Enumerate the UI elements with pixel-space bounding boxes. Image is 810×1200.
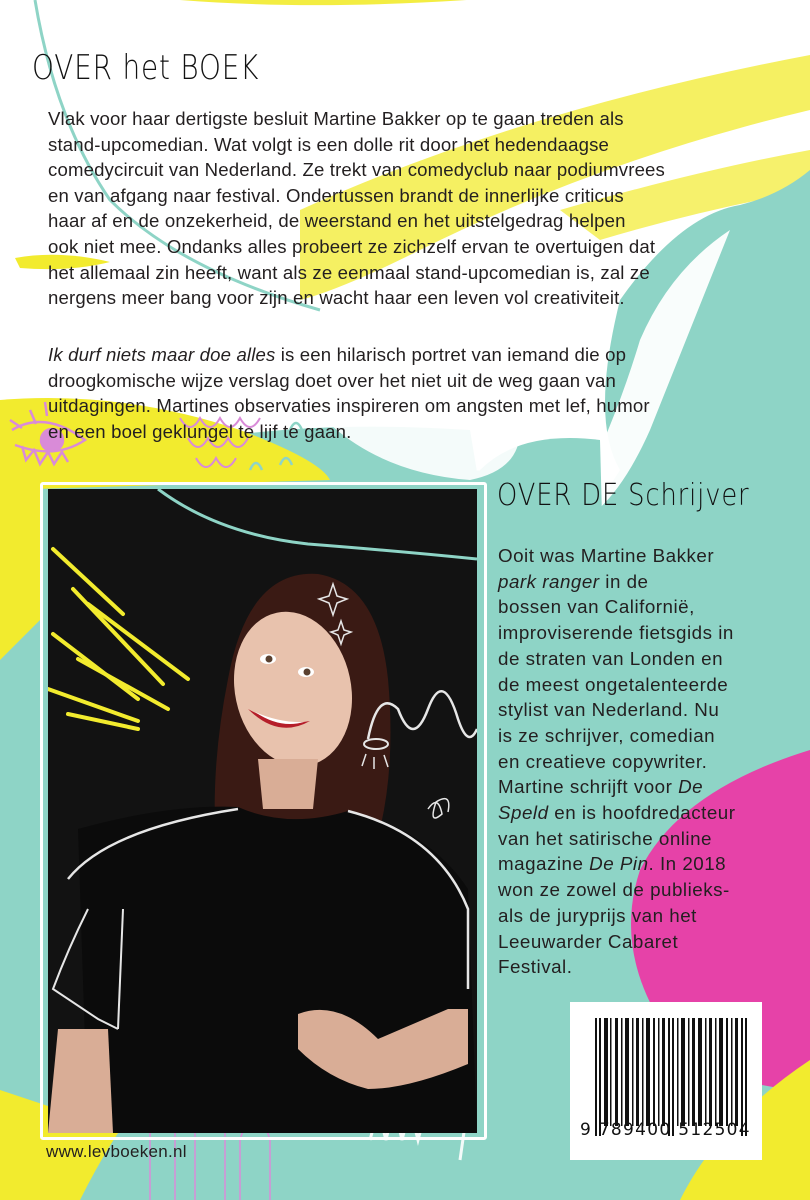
text-line: de straten van Londen en xyxy=(498,647,724,669)
text-fragment: De xyxy=(678,776,704,798)
text-line: bossen van Californië, xyxy=(498,596,695,618)
text-line: de meest ongetalenteerde xyxy=(498,673,729,695)
text-fragment: magazine xyxy=(498,853,590,875)
text-line: het allemaal zin heeft, want als ze eenmaal stand-upcomedian is, zal ze xyxy=(48,261,650,283)
text-line xyxy=(498,569,798,595)
isbn-barcode xyxy=(570,1002,762,1160)
book-title: Ik durf niets maar doe alles xyxy=(48,344,276,365)
author-photo xyxy=(48,489,477,1133)
text-line: uitdagingen. Martines observaties inspireren om angsten met lef, humor xyxy=(48,395,650,417)
text-fragment: en is hoofdredacteur xyxy=(548,802,736,824)
text-fragment: in de xyxy=(599,570,649,592)
text-line: Ooit was Martine Bakker xyxy=(498,545,715,566)
text-fragment: Martine schrijft voor xyxy=(498,776,679,798)
text-line: haar af en de onzekerheid, de weerstand en het uitstelgedrag helpen xyxy=(48,210,626,232)
text-line: stand-upcomedian. Wat volgt is een dolle rit door het hedendaagse xyxy=(48,133,610,155)
text-line: en een boel geklungel te lijf te gaan. xyxy=(48,420,352,442)
text-line xyxy=(48,342,748,368)
publisher-website[interactable]: www.levboeken.nl xyxy=(46,1142,187,1161)
text-fragment: is een hilarisch portret van iemand die op xyxy=(275,344,627,365)
text-line: als de juryprijs van het xyxy=(498,904,697,926)
book-summary-paragraph xyxy=(48,342,748,444)
author-portrait-illustration xyxy=(48,489,477,1133)
text-line: Leeuwarder Cabaret xyxy=(498,930,679,952)
book-description-paragraph xyxy=(48,106,748,311)
text-fragment: De Pin xyxy=(589,853,649,875)
text-line: is ze schrijver, comedian xyxy=(498,724,716,746)
text-line: van het satirische online xyxy=(498,827,712,849)
text-fragment: park ranger xyxy=(498,570,600,592)
text-line: improviserende fietsgids in xyxy=(498,622,734,644)
isbn-number: 9 789400 512504 xyxy=(580,1120,751,1140)
text-line: Vlak voor haar dertigste besluit Martine Bakker op te gaan treden als xyxy=(48,108,624,129)
text-line xyxy=(498,851,798,877)
text-line: en van afgang naar festival. Ondertussen brandt de innerlijke criticus xyxy=(48,184,624,206)
text-line xyxy=(498,774,798,800)
text-fragment: . In 2018 xyxy=(648,853,727,875)
text-line: nergens meer bang voor zijn en wacht haar een leven vol creativiteit. xyxy=(48,287,625,309)
text-line: ook niet mee. Ondanks alles probeert ze zichzelf ervan te overtuigen dat xyxy=(48,235,656,257)
text-line: stylist van Nederland. Nu xyxy=(498,699,720,721)
text-line: Festival. xyxy=(498,956,573,978)
about-book-heading: OVER het BOEK xyxy=(32,48,260,88)
barcode-icon xyxy=(595,1018,747,1136)
text-fragment: Speld xyxy=(498,802,549,824)
text-line: en creatieve copywriter. xyxy=(498,750,708,772)
text-line xyxy=(498,800,798,826)
text-line: droogkomische wijze verslag doet over het niet uit de weg gaan van xyxy=(48,369,617,391)
text-line: won ze zowel de publieks- xyxy=(498,879,730,901)
about-author-heading: OVER DE Schrijver xyxy=(497,478,750,513)
text-line: comedycircuit van Nederland. Ze trekt van comedyclub naar podiumvrees xyxy=(48,159,665,181)
author-bio xyxy=(498,543,798,980)
